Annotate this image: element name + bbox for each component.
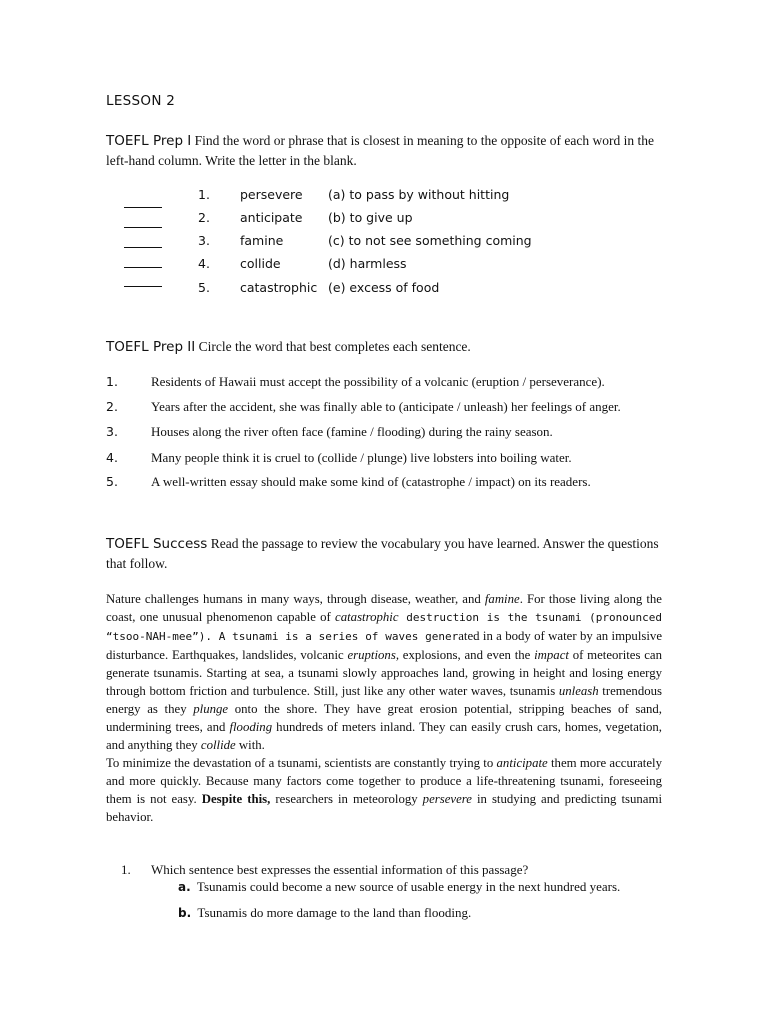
prep1-instructions <box>106 131 666 171</box>
sentence-text[interactable]: Many people think it is cruel to (collide / plunge) live lobsters into boiling water. <box>151 450 572 465</box>
prep2-instruction: Circle the word that best completes each sentence. <box>198 339 471 354</box>
answer-blank[interactable] <box>124 207 162 208</box>
sentence-number: 2. <box>106 399 118 414</box>
answer-text: Tsunamis could become a new source of usable energy in the next hundred years. <box>196 879 621 894</box>
answer-text: Tsunamis do more damage to the land than flooding. <box>197 905 472 920</box>
vocab-word: catastrophic <box>240 280 318 295</box>
prep1-instruction: Find the word or phrase that is closest in meaning to the opposite of each word in the left-hand column. Write the letter in the blank. <box>106 133 654 168</box>
vocab-word: persevere <box>240 187 303 202</box>
vocab-number: 2. <box>198 210 210 225</box>
success-instructions <box>106 534 666 574</box>
vocab-definition: (e) excess of food <box>328 280 440 295</box>
prep2-instructions <box>106 337 666 357</box>
answer-label: a. <box>178 880 191 894</box>
sentence-number: 4. <box>106 450 118 465</box>
sentence-text[interactable]: A well-written essay should make some kind of (catastrophe / impact) on its readers. <box>151 474 591 489</box>
answer-blank[interactable] <box>124 267 162 268</box>
answer-blank[interactable] <box>124 286 162 287</box>
answer-option-a[interactable] <box>178 879 620 895</box>
vocab-definition: (d) harmless <box>328 256 407 271</box>
question-text: Which sentence best expresses the essential information of this passage? <box>151 862 529 877</box>
answer-label: b. <box>178 906 192 920</box>
reading-passage <box>106 590 662 826</box>
vocab-item <box>0 210 768 232</box>
success-instruction: Read the passage to review the vocabulary you have learned. Answer the questions that follow. <box>106 536 659 571</box>
success-heading: TOEFL Success <box>106 536 208 552</box>
sentence-text[interactable]: Years after the accident, she was finally able to (anticipate / unleash) her feelings of anger. <box>151 399 621 414</box>
vocab-number: 4. <box>198 256 210 271</box>
vocab-number: 5. <box>198 280 210 295</box>
lesson-title: LESSON 2 <box>106 93 176 109</box>
vocab-item <box>0 233 768 255</box>
vocab-definition: (c) to not see something coming <box>328 233 532 248</box>
passage-paragraph-1: Nature challenges humans in many ways, through disease, weather, and famine. For those living along the coast, one unusual phenomenon capable of catastrophic destruction is the tsunami (pronounced “tsoo-NAH-mee”). A tsunami is a series of waves generated in a body of water by an impulsive disturbance. Earthquakes, landslides, volcanic eruptions, explosions, and even the impact of meteorites can generate tsunamis. Starting at sea, a tsunami slowly approaches land, growing in height and losing energy through bottom friction and turbulence. Still, just like any other water waves, tsunamis unleash tremendous energy as they plunge onto the shore. They have great erosion potential, stripping beaches of sand, undermining trees, and flooding hundreds of meters inland. They can easily crush cars, homes, vegetation, and anything they collide with. <box>106 592 663 752</box>
vocab-item <box>0 256 768 278</box>
prep2-heading: TOEFL Prep II <box>106 339 196 355</box>
answer-blank[interactable] <box>124 227 162 228</box>
vocab-item <box>0 187 768 209</box>
question-number: 1. <box>121 862 131 877</box>
vocab-word: famine <box>240 233 284 248</box>
sentence-number: 1. <box>106 374 118 389</box>
vocab-definition: (a) to pass by without hitting <box>328 187 510 202</box>
sentence-text[interactable]: Houses along the river often face (famine / flooding) during the rainy season. <box>151 424 553 439</box>
vocab-number: 3. <box>198 233 210 248</box>
prep1-heading: TOEFL Prep I <box>106 133 192 149</box>
vocab-number: 1. <box>198 187 210 202</box>
vocab-word: anticipate <box>240 210 303 225</box>
sentence-text[interactable]: Residents of Hawaii must accept the possibility of a volcanic (eruption / perseverance). <box>151 374 605 389</box>
answer-blank[interactable] <box>124 247 162 248</box>
answer-option-b[interactable] <box>178 905 471 921</box>
sentence-number: 3. <box>106 424 118 439</box>
passage-paragraph-2: To minimize the devastation of a tsunami, scientists are constantly trying to anticipate them more accurately and more quickly. Because many factors come together to produce a life-threatening tsunami, foreseeing them is not easy. Despite this, researchers in meteorology persevere in studying and predicting tsunami behavior. <box>106 756 662 824</box>
vocab-item <box>0 280 768 302</box>
vocab-definition: (b) to give up <box>328 210 413 225</box>
vocab-word: collide <box>240 256 281 271</box>
sentence-number: 5. <box>106 474 118 489</box>
